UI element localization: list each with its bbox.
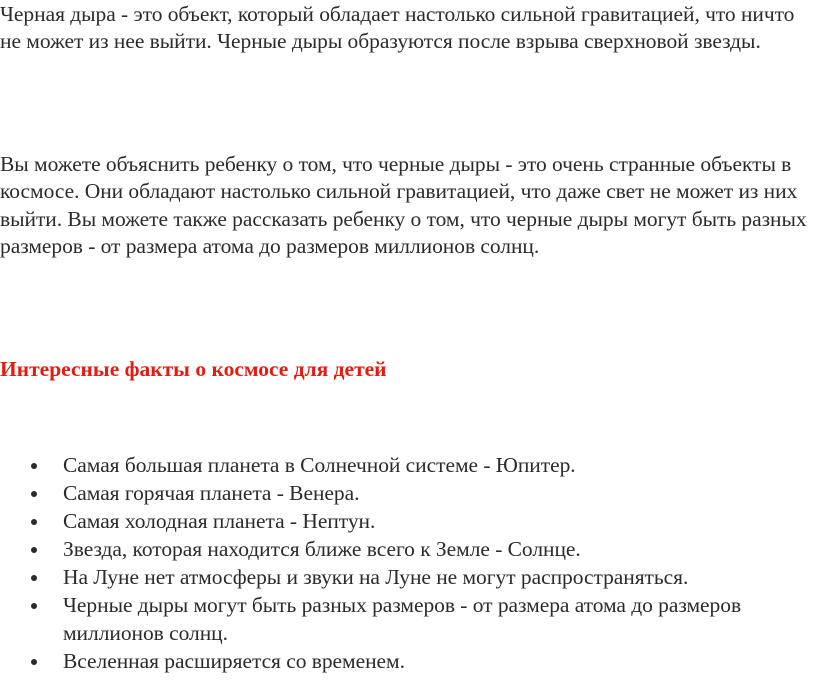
list-item-text: На Луне нет атмосферы и звуки на Луне не могут распространяться. <box>63 565 689 589</box>
list-item-text: Самая большая планета в Солнечной системе - Юпитер. <box>63 453 576 477</box>
bullet-icon <box>31 603 37 609</box>
list-item-text: Звезда, которая находится ближе всего к Земле - Солнце. <box>63 537 581 561</box>
bullet-icon <box>31 547 37 553</box>
bullet-icon <box>31 519 37 525</box>
list-item-text: Вселенная расширяется со временем. <box>63 649 405 673</box>
list-item <box>0 451 816 479</box>
bullet-icon <box>31 575 37 581</box>
paragraph-explain-to-child: Вы можете объяснить ребенку о том, что черные дыры - это очень странные объекты в космосе. Они обладают настолько сильной гравитацией, что даже свет не может из них выйти. Вы можете также рассказать ребенку о том, что черные дыры могут быть разных размеров - от размера атома до размеров миллионов солнц. <box>0 152 807 258</box>
list-item <box>0 479 816 507</box>
list-item <box>0 563 816 591</box>
list-item-text: Самая горячая планета - Венера. <box>63 481 360 505</box>
list-item <box>0 507 816 535</box>
facts-list <box>0 451 816 675</box>
list-item-text: Черные дыры могут быть разных размеров - от размера атома до размеров миллионов солнц. <box>63 593 742 645</box>
list-item-text: Самая холодная планета - Нептун. <box>63 509 376 533</box>
list-item <box>0 591 816 647</box>
bullet-icon <box>31 659 37 665</box>
list-item <box>0 647 816 675</box>
section-heading: Интересные факты о космосе для детей <box>0 357 387 381</box>
paragraph-black-hole-definition: Черная дыра - это объект, который обладает настолько сильной гравитацией, что ничто не может из нее выйти. Черные дыры образуются после взрыва сверхновой звезды. <box>0 2 795 54</box>
bullet-icon <box>31 463 37 469</box>
bullet-icon <box>31 491 37 497</box>
list-item <box>0 535 816 563</box>
